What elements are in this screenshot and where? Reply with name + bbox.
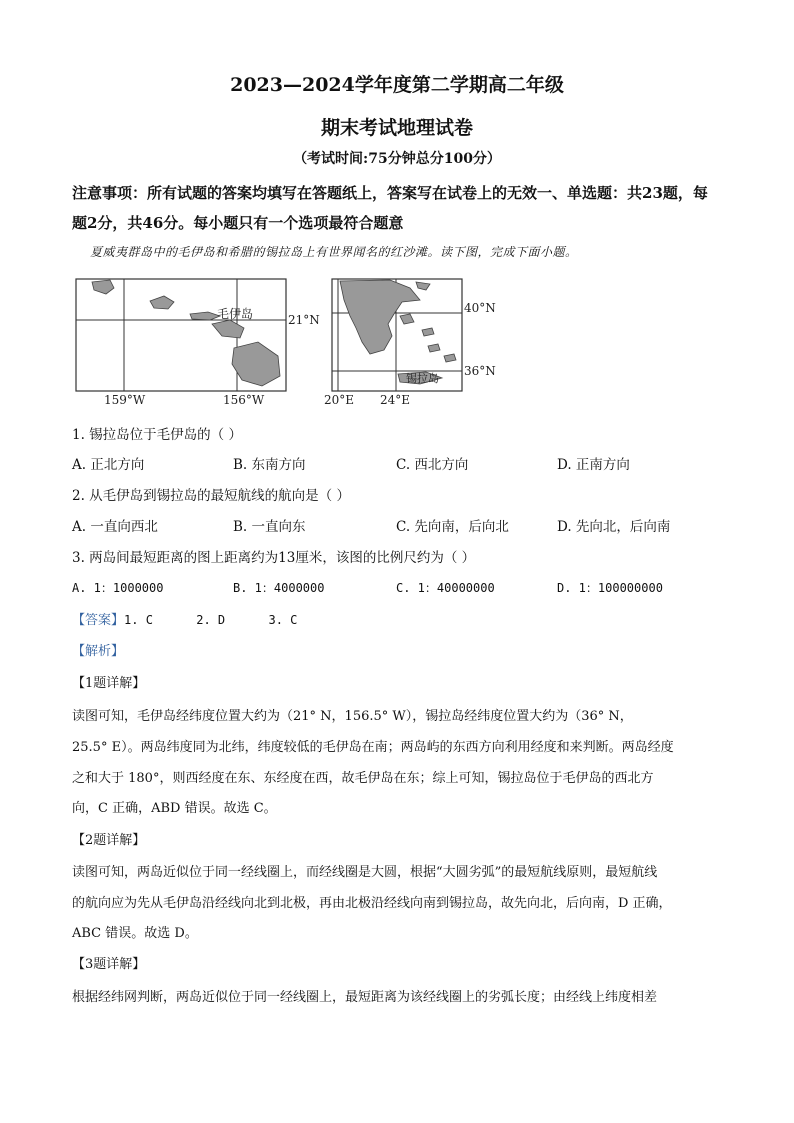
detail-2-line: 的航向应为先从毛伊岛沿经线向北到北极，再由北极沿经线向南到锡拉岛，故先向北，后向南，D 正确， [72,896,672,911]
q1-option-c: C. 西北方向 [396,457,469,473]
detail-1-line: 读图可知，毛伊岛经纬度位置大约为（21° N，156.5° W），锡拉岛经纬度位置大约为（36° N， [72,709,633,724]
answer-values: 1. C 2. D 3. C [124,613,298,627]
lon-label-156w: 156°W [223,393,265,407]
q2-option-a: A. 一直向西北 [72,519,158,535]
islet [428,344,440,352]
maui-label: 毛伊岛 [217,307,254,321]
exam-title-line1: 2023—2024学年度第二学期高二年级 [230,74,564,96]
detail-1-heading: 【1题详解】 [72,676,146,691]
q3-option-a: A. 1：1000000 [72,581,164,595]
lat-label-36n: 36°N [464,364,496,378]
q1-option-d: D. 正南方向 [557,457,630,473]
hawaii-island [232,342,280,386]
detail-1-line: 之和大于 180°，则西经度在东、东经度在西，故毛伊岛在东；综上可知，锡拉岛位于毛伊岛的西北方 [72,771,654,786]
lon-label-24e: 24°E [380,393,411,407]
exam-info: （考试时间:75分钟总分100分） [293,151,501,167]
question-2-stem: 2. 从毛伊岛到锡拉岛的最短航线的航向是（ ） [72,488,350,504]
detail-1-line: 向，C 正确，ABD 错误。故选 C。 [72,801,277,816]
islet [400,314,414,324]
question-1-stem: 1. 锡拉岛位于毛伊岛的（ ） [72,427,242,443]
exam-title-line2: 期末考试地理试卷 [320,117,473,139]
answer-line [72,609,297,628]
q2-option-d: D. 先向北，后向南 [557,519,671,535]
detail-1-line: 25.5° E）。两岛纬度同为北纬，纬度较低的毛伊岛在南；两岛屿的东西方向利用经度和来判断。两岛经度 [72,740,674,755]
intro-text: 夏威夷群岛中的毛伊岛和希腊的锡拉岛上有世界闻名的红沙滩。读下图，完成下面小题。 [90,245,578,259]
analysis-label: 【解析】 [72,644,125,659]
q2-option-c: C. 先向南，后向北 [396,519,509,535]
lon-label-159w: 159°W [104,393,146,407]
thira-map [324,276,510,407]
islet [416,282,430,290]
thira-label: 锡拉岛 [406,372,439,385]
maui-map [72,276,332,406]
detail-2-heading: 【2题详解】 [72,833,146,848]
oahu-island [150,296,174,309]
maui-island [212,320,244,338]
q3-option-d: D. 1：100000000 [557,581,663,595]
q1-option-a: A. 正北方向 [72,457,145,473]
detail-3-line: 根据经纬网判断，两岛近似位于同一经线圈上，最短距离为该经线圈上的劣弧长度；由经线上纬度相差 [72,990,658,1005]
answer-label: 【答案】 [72,613,125,628]
q1-option-b: B. 东南方向 [233,457,306,473]
molokai-island [190,312,220,320]
question-3-stem: 3. 两岛间最短距离的图上距离约为13厘米，该图的比例尺约为（ ） [72,550,476,566]
islet [422,328,434,336]
notice: 注意事项：所有试题的答案均填写在答题纸上，答案写在试卷上的无效一、单选题：共23题，每题2分，共46分。每小题只有一个选项最符合题意 [72,184,708,232]
detail-2-line: 读图可知，两岛近似位于同一经线圈上，而经线圈是大圆，根据“大圆劣弧”的最短航线原则，最短航线 [72,865,658,880]
detail-2-line: ABC 错误。故选 D。 [72,926,198,941]
q3-option-c: C. 1：40000000 [396,581,495,595]
lat-label-40n: 40°N [464,301,496,315]
q3-option-b: B. 1：4000000 [233,581,325,595]
lon-label-20e: 20°E [324,393,355,407]
lat-label-21n: 21°N [288,313,320,327]
kauai-island [92,280,114,294]
q2-option-b: B. 一直向东 [233,519,306,535]
islet [444,354,456,362]
detail-3-heading: 【3题详解】 [72,957,146,972]
